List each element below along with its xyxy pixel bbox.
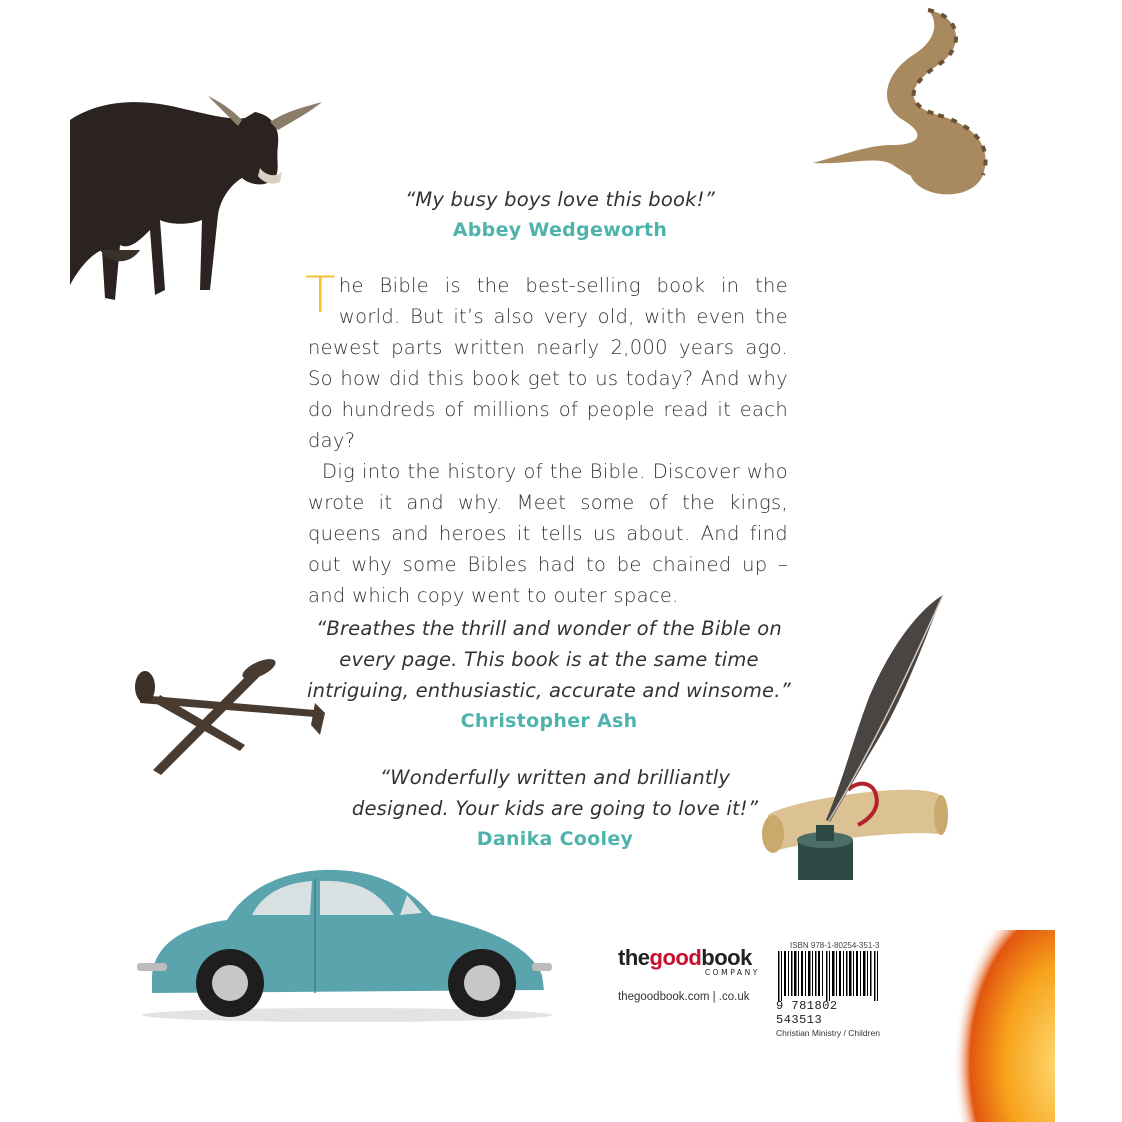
- isbn-text: ISBN 978-1-80254-351-3: [790, 941, 880, 950]
- barcode-image: [776, 951, 882, 1001]
- nails-image: [135, 655, 335, 780]
- quill-scroll-image: [758, 590, 948, 890]
- quote-1-author: Abbey Wedgeworth: [452, 219, 668, 241]
- barcode-block: [776, 941, 886, 1038]
- book-back-cover: [70, 0, 1055, 1122]
- drop-cap: T: [305, 266, 336, 324]
- publisher-url: thegoodbook.com | .co.uk: [618, 991, 750, 1003]
- quote-2: [304, 613, 794, 737]
- book-category: Christian Ministry / Children: [776, 1028, 880, 1038]
- book-description: [305, 266, 788, 611]
- logo-book: book: [701, 945, 752, 970]
- description-paragraph-2: Dig into the history of the Bible. Discover who wrote it and why. Meet some of the kings, queens and heroes it tells us about. And find out why some Bibles had to be chained up – and which copy went to outer space.: [308, 460, 788, 607]
- snake-image: [808, 5, 998, 200]
- barcode-number: 9 781802 543513: [776, 999, 838, 1027]
- quote-2-text: “Breathes the thrill and wonder of the Bible on every page. This book is at the same time intriguing, enthusiastic, accurate and winsome.”: [307, 617, 791, 702]
- quote-1-text: “My busy boys love this book!”: [405, 188, 715, 211]
- sun-image: [935, 930, 1055, 1122]
- bull-image: [70, 90, 330, 310]
- quote-3: [340, 762, 770, 855]
- publisher-block: [618, 945, 768, 1003]
- logo-the: the: [618, 945, 650, 970]
- quote-2-author: Christopher Ash: [460, 710, 638, 732]
- quote-1: [350, 184, 770, 246]
- description-paragraph-1: he Bible is the best-selling book in the world. But it’s also very old, with even the newest parts written nearly 2,000 years ago. So how did this book get to us today? And why do hundreds of millions of people read it each day?: [308, 274, 788, 452]
- logo-good: good: [649, 945, 702, 970]
- publisher-company: COMPANY: [704, 968, 760, 977]
- quote-3-author: Danika Cooley: [476, 828, 634, 850]
- car-image: [132, 865, 557, 1025]
- quote-3-text: “Wonderfully written and brilliantly designed. Your kids are going to love it!”: [351, 766, 759, 820]
